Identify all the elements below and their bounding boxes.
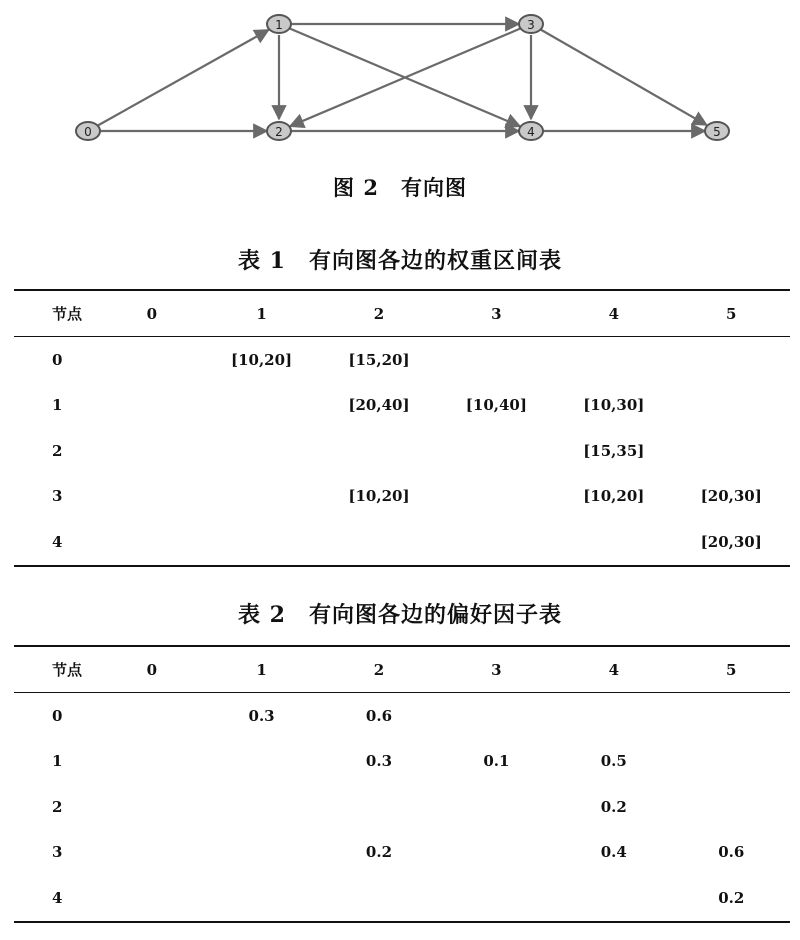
table-header-row	[14, 646, 790, 693]
table-cell: 0.1	[483, 752, 510, 771]
table-cell: 0.2	[365, 843, 393, 862]
table-cell	[320, 519, 437, 566]
table-cell: [20,30]	[700, 532, 762, 551]
svg-text:4: 4	[527, 125, 535, 139]
table-cell	[438, 875, 555, 922]
column-header: 1	[256, 660, 267, 679]
preference-factor-table	[14, 645, 790, 923]
table-cell	[673, 337, 791, 383]
column-header: 4	[608, 304, 620, 323]
table-cell	[673, 693, 791, 739]
table-cell	[555, 337, 672, 383]
column-header: 2	[373, 660, 385, 679]
figure-caption: 图 2 有向图	[333, 175, 467, 200]
row-header: 3	[52, 843, 63, 862]
graph-node-4	[519, 122, 543, 140]
table-cell	[101, 739, 203, 785]
edge-0-1	[98, 30, 269, 126]
table-cell: [10,20]	[583, 487, 645, 506]
edge-3-5	[541, 29, 707, 125]
table-cell	[203, 830, 320, 876]
table-row	[14, 428, 790, 474]
table-cell: [15,35]	[583, 441, 645, 460]
table-cell	[555, 519, 672, 566]
table-row	[14, 474, 790, 520]
table-cell	[203, 875, 320, 922]
column-header: 3	[491, 660, 502, 679]
column-header: 0	[146, 304, 158, 323]
svg-text:0: 0	[84, 125, 92, 139]
row-header: 0	[52, 706, 63, 725]
row-header: 0	[52, 350, 63, 369]
graph-node-0	[76, 122, 100, 140]
table-cell	[555, 693, 672, 739]
table-cell	[203, 428, 320, 474]
table-cell	[438, 519, 555, 566]
header-node-label: 节点	[52, 305, 83, 323]
table-row	[14, 519, 790, 566]
table-cell	[203, 383, 320, 429]
row-header: 2	[52, 797, 63, 816]
table-row	[14, 875, 790, 922]
table-cell: [20,30]	[700, 487, 762, 506]
table-cell: 0.3	[365, 752, 393, 771]
table-cell: 0.6	[365, 706, 393, 725]
column-header: 1	[256, 304, 267, 323]
table-cell	[438, 784, 555, 830]
directed-graph-figure	[0, 0, 800, 160]
table-cell	[101, 693, 203, 739]
table-cell	[673, 784, 791, 830]
column-header: 3	[491, 304, 502, 323]
svg-text:5: 5	[713, 125, 721, 139]
table-row	[14, 383, 790, 429]
table-cell: 0.6	[718, 843, 745, 862]
table-cell	[673, 383, 791, 429]
table2-caption: 表 2 有向图各边的偏好因子表	[238, 602, 562, 628]
row-header: 1	[52, 752, 63, 771]
table-cell	[438, 337, 555, 383]
graph-node-5	[705, 122, 729, 140]
row-header: 3	[52, 487, 63, 506]
table-cell	[101, 383, 203, 429]
weight-interval-table	[14, 289, 790, 567]
svg-text:2: 2	[275, 125, 283, 139]
table-row	[14, 337, 790, 383]
svg-text:3: 3	[527, 18, 535, 32]
table-row	[14, 693, 790, 739]
graph-node-3	[519, 15, 543, 33]
table-row	[14, 784, 790, 830]
table-cell	[101, 519, 203, 566]
table-cell: [10,40]	[465, 396, 527, 415]
table-cell	[438, 830, 555, 876]
table-cell	[320, 784, 437, 830]
graph-node-2	[267, 122, 291, 140]
row-header: 4	[52, 532, 63, 551]
table-cell: 0.2	[600, 797, 627, 816]
table-cell	[438, 474, 555, 520]
table-row	[14, 830, 790, 876]
table-cell	[203, 519, 320, 566]
table-cell	[101, 784, 203, 830]
row-header: 4	[52, 888, 63, 907]
table-cell	[320, 875, 437, 922]
table-cell: [10,20]	[348, 487, 410, 506]
table-cell: [10,30]	[583, 396, 645, 415]
table-cell	[101, 830, 203, 876]
column-header: 0	[146, 660, 158, 679]
table-cell	[673, 739, 791, 785]
table-header-row	[14, 290, 790, 337]
row-header: 1	[52, 396, 63, 415]
table-cell: [20,40]	[348, 396, 410, 415]
table-row	[14, 739, 790, 785]
table1-caption: 表 1 有向图各边的权重区间表	[238, 248, 562, 274]
graph-node-1	[267, 15, 291, 33]
table-cell	[101, 474, 203, 520]
header-node-label: 节点	[52, 661, 83, 679]
table-cell: [15,20]	[348, 350, 410, 369]
table-cell	[203, 474, 320, 520]
table-cell	[555, 875, 672, 922]
table-cell: 0.5	[600, 752, 627, 771]
table-cell	[101, 337, 203, 383]
column-header: 5	[726, 304, 737, 323]
column-header: 2	[373, 304, 385, 323]
table-cell	[203, 784, 320, 830]
table-cell	[320, 428, 437, 474]
svg-text:1: 1	[275, 18, 283, 32]
column-header: 5	[726, 660, 737, 679]
table-cell	[101, 428, 203, 474]
row-header: 2	[52, 441, 63, 460]
table-cell	[673, 428, 791, 474]
table-cell	[101, 875, 203, 922]
table-cell	[438, 428, 555, 474]
table-cell: 0.2	[718, 888, 745, 907]
table-cell	[438, 693, 555, 739]
table-cell: 0.3	[248, 706, 275, 725]
column-header: 4	[608, 660, 620, 679]
table-cell: [10,20]	[230, 350, 293, 369]
table-cell: 0.4	[600, 843, 627, 862]
table-cell	[203, 739, 320, 785]
